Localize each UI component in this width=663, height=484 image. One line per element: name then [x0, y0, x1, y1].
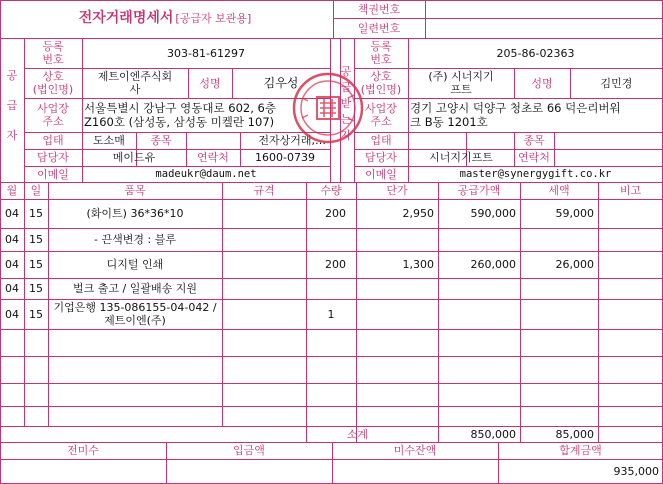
row-day: 15 — [29, 258, 43, 271]
row-qty: 200 — [325, 258, 346, 271]
supplier-contact: 1600-0739 — [255, 151, 315, 164]
supplier-bizitem-label: 종목 — [150, 134, 172, 147]
total-label: 합계금액 — [559, 444, 602, 457]
row-item: 기업은행 135-086155-04-042 / 제트이엔(주) — [53, 301, 217, 327]
col-month: 월 — [6, 184, 18, 197]
row-item: (화이트) 36*36*10 — [86, 207, 184, 220]
supplier-address: 서울특별시 강남구 영동대로 602, 6층 Z160호 (삼성동, 삼성동 미켈란 107) — [84, 101, 276, 129]
row-unit-price: 1,300 — [402, 258, 434, 271]
receiver-manager-label: 담당자 — [365, 151, 397, 164]
row-day: 15 — [29, 307, 43, 321]
supplier-contact-label: 연락처 — [197, 151, 229, 164]
supplier-manager-label: 담당자 — [37, 151, 69, 164]
row-item: 디지털 인쇄 — [106, 258, 164, 271]
document-title — [0, 2, 330, 34]
row-month: 04 — [5, 258, 19, 271]
supplier-manager: 메이드유 — [112, 151, 156, 164]
row-qty: 200 — [325, 207, 346, 220]
col-tax: 세액 — [548, 184, 570, 197]
title-main: 전자거래명세서 — [78, 9, 174, 26]
col-supply: 공급가액 — [457, 184, 501, 197]
col-qty: 수량 — [320, 184, 342, 197]
receiver-address: 경기 고양시 덕양구 청초로 66 덕은리버워 크 B동 1201호 — [410, 101, 621, 129]
col-spec: 규격 — [253, 184, 275, 197]
supplier-biztype: 도소매 — [93, 134, 125, 147]
supplier-email: madeukr@daum.net — [155, 167, 257, 180]
col-day: 일 — [30, 184, 42, 197]
row-unit-price: 2,950 — [402, 207, 434, 220]
supplier-name: 김우성 — [263, 75, 299, 90]
supplier-email-label: 이메일 — [37, 167, 69, 181]
row-day: 15 — [29, 207, 43, 220]
receiver-name-label: 성명 — [531, 76, 553, 90]
receiver-biztype — [408, 132, 466, 149]
row-item: - 끈색변경 : 블루 — [94, 233, 176, 246]
received-label: 입금액 — [233, 444, 265, 457]
supplier-name-label: 성명 — [199, 76, 221, 90]
row-tax: 59,000 — [555, 207, 594, 220]
supplier-biztype-label: 업태 — [42, 134, 64, 147]
supplier-bizitem: 전자상거래,… — [258, 134, 326, 147]
receiver-contact-label: 연락처 — [518, 151, 550, 164]
row-supply: 590,000 — [470, 207, 516, 220]
supplier-company: 제트이엔주식회 사 — [97, 70, 173, 96]
unpaid-label: 미수잔액 — [393, 444, 437, 457]
receiver-bizitem — [554, 132, 663, 149]
receiver-bizitem-label: 종목 — [523, 134, 545, 147]
row-tax: 26,000 — [555, 258, 594, 271]
receiver-reg-label: 등록 번호 — [370, 40, 392, 66]
supplier-reg-no: 303-81-61297 — [167, 46, 245, 60]
subtotal-tax: 85,000 — [555, 427, 594, 441]
receiver-reg-no: 205-86-02363 — [496, 46, 575, 60]
receiver-email: master@synergygift.co.kr — [459, 167, 612, 180]
row-day: 15 — [29, 282, 43, 295]
title-sub: [공급자 보관용] — [175, 11, 252, 25]
supplier-company-label: 상호 (법인명) — [32, 70, 74, 96]
row-month: 04 — [5, 207, 19, 220]
serial-number-label: 일련번호 — [357, 22, 401, 35]
receiver-side-label: 공 급 받 는 자 — [340, 65, 352, 142]
receiver-biztype-label: 업태 — [370, 134, 392, 147]
supplier-address-label: 사업장 주소 — [37, 102, 69, 128]
prev-balance-label: 전미수 — [67, 444, 99, 457]
col-unit-price: 단가 — [386, 184, 408, 197]
row-qty: 1 — [327, 307, 335, 321]
receiver-company: (주) 시너지기 프트 — [428, 70, 494, 96]
col-item: 품목 — [124, 184, 146, 197]
subtotal-label: 소계 — [346, 427, 368, 441]
row-item: 벌크 출고 / 일괄배송 지원 — [73, 282, 197, 295]
book-number-label: 책권번호 — [357, 2, 401, 16]
supplier-side-label: 공 급 자 — [6, 69, 18, 142]
col-note: 비고 — [619, 184, 642, 197]
receiver-company-label: 상호 (법인명) — [360, 70, 402, 96]
receiver-manager: 시너지기프트 — [429, 151, 493, 164]
subtotal-supply: 850,000 — [470, 427, 516, 441]
row-month: 04 — [5, 233, 19, 246]
receiver-name: 김민경 — [600, 76, 633, 90]
receiver-address-label: 사업장 주소 — [365, 102, 397, 128]
row-month: 04 — [5, 307, 19, 321]
row-month: 04 — [5, 282, 19, 295]
row-day: 15 — [29, 233, 43, 246]
receiver-email-label: 이메일 — [365, 167, 397, 181]
receiver-contact — [554, 149, 663, 166]
row-supply: 260,000 — [470, 258, 516, 271]
total-amount: 935,000 — [613, 464, 659, 478]
supplier-reg-label: 등록 번호 — [42, 40, 64, 66]
